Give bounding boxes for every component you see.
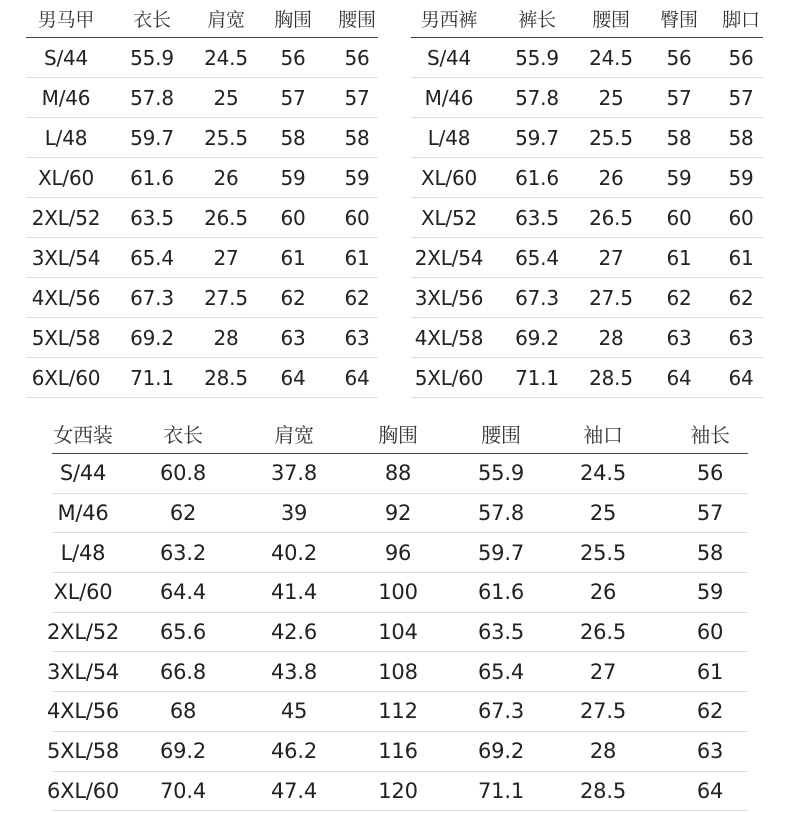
measurement-cell: 63.5 [478,620,524,645]
column-header: 裤长 [518,9,556,31]
table-row [26,318,378,358]
measurement-cell: 61 [696,659,724,684]
measurement-cell: 65.4 [130,245,174,270]
measurement-cell: 112 [378,699,418,724]
measurement-cell: 25.5 [589,125,633,150]
measurement-cell: 57 [280,85,306,110]
measurement-cell: 63 [280,325,306,350]
size-label: L/48 [44,125,88,150]
measurement-cell: 26 [589,580,617,605]
measurement-cell: 69.2 [515,325,559,350]
measurement-cell: 40.2 [271,540,317,565]
mens-vest-table [26,0,378,398]
measurement-cell: 46.2 [271,739,317,764]
size-label: S/44 [43,45,89,70]
measurement-cell: 60 [696,620,724,645]
measurement-cell: 61 [344,245,370,270]
measurement-cell: 55.9 [130,45,174,70]
column-header: 腰围 [338,9,376,31]
size-label: 4XL/58 [414,325,484,350]
measurement-cell: 61 [728,245,754,270]
measurement-cell: 59.7 [478,540,524,565]
measurement-cell: 27 [589,659,617,684]
measurement-cell: 43.8 [271,659,317,684]
measurement-cell: 62 [169,501,197,526]
measurement-cell: 63 [666,325,692,350]
measurement-cell: 26 [598,165,624,190]
measurement-cell: 61 [280,245,306,270]
measurement-cell: 71.1 [130,365,174,390]
table-row [26,358,378,398]
size-label: 2XL/52 [31,205,101,230]
measurement-cell: 27.5 [580,699,626,724]
measurement-cell: 64.4 [160,580,206,605]
table-row [46,692,748,732]
size-label: XL/52 [420,205,478,230]
measurement-cell: 25 [598,85,624,110]
measurement-cell: 60 [280,205,306,230]
table-row [411,198,763,238]
size-label: 2XL/54 [414,245,484,270]
table-row [46,772,748,812]
table-row [26,158,378,198]
measurement-cell: 55.9 [515,45,559,70]
column-header: 衣长 [133,9,171,31]
measurement-cell: 63.2 [160,540,206,565]
measurement-cell: 61.6 [515,165,559,190]
measurement-cell: 26.5 [589,205,633,230]
table-row [52,533,748,573]
measurement-cell: 68 [169,699,197,724]
measurement-cell: 64 [728,365,754,390]
measurement-cell: 27.5 [204,285,248,310]
table-row [411,318,763,358]
measurement-cell: 100 [378,580,418,605]
column-header: 脚口 [722,9,760,31]
table-header-row [26,0,378,38]
size-label: 3XL/54 [31,245,101,270]
measurement-cell: 71.1 [515,365,559,390]
measurement-cell: 24.5 [204,45,248,70]
measurement-cell: 56 [280,45,306,70]
measurement-cell: 60 [344,205,370,230]
measurement-cell: 57 [696,501,724,526]
measurement-cell: 92 [384,501,412,526]
size-label: M/46 [57,501,109,526]
column-header: 衣长 [163,422,203,447]
table-row [411,358,763,398]
size-label: 4XL/56 [46,699,120,724]
measurement-cell: 61.6 [130,165,174,190]
column-header: 袖长 [690,422,730,447]
measurement-cell: 64 [666,365,692,390]
measurement-cell: 65.4 [515,245,559,270]
column-header: 男马甲 [37,9,95,31]
measurement-cell: 70.4 [160,778,206,803]
measurement-cell: 65.4 [478,659,524,684]
table-row [411,158,763,198]
size-label: S/44 [426,45,472,70]
measurement-cell: 59.7 [515,125,559,150]
table-row [26,198,378,238]
measurement-cell: 60.8 [160,461,206,486]
measurement-cell: 26.5 [204,205,248,230]
table-row [26,118,378,158]
measurement-cell: 67.3 [478,699,524,724]
measurement-cell: 57.8 [130,85,174,110]
table-row [26,38,378,78]
column-header: 腰围 [481,422,521,447]
size-label: S/44 [59,461,107,486]
table-row [26,278,378,318]
measurement-cell: 67.3 [515,285,559,310]
measurement-cell: 67.3 [130,285,174,310]
size-label: 6XL/60 [46,778,120,803]
column-header: 肩宽 [274,422,314,447]
table-row [46,652,748,692]
measurement-cell: 59 [728,165,754,190]
measurement-cell: 62 [728,285,754,310]
measurement-cell: 64 [344,365,370,390]
measurement-cell: 56 [666,45,692,70]
measurement-cell: 42.6 [271,620,317,645]
measurement-cell: 116 [378,739,418,764]
measurement-cell: 28 [213,325,239,350]
measurement-cell: 57 [666,85,692,110]
measurement-cell: 25 [213,85,239,110]
size-label: 6XL/60 [31,365,101,390]
measurement-cell: 55.9 [478,461,524,486]
measurement-cell: 41.4 [271,580,317,605]
measurement-cell: 28.5 [589,365,633,390]
size-label: M/46 [424,85,474,110]
measurement-cell: 58 [728,125,754,150]
measurement-cell: 26.5 [580,620,626,645]
measurement-cell: 37.8 [271,461,317,486]
measurement-cell: 88 [384,461,412,486]
measurement-cell: 71.1 [478,778,524,803]
size-label: L/48 [427,125,471,150]
measurement-cell: 61.6 [478,580,524,605]
measurement-cell: 63 [728,325,754,350]
size-label: XL/60 [37,165,95,190]
measurement-cell: 62 [666,285,692,310]
measurement-cell: 96 [384,540,412,565]
column-header: 臀围 [660,9,698,31]
measurement-cell: 104 [378,620,418,645]
measurement-cell: 66.8 [160,659,206,684]
measurement-cell: 64 [280,365,306,390]
measurement-cell: 25.5 [204,125,248,150]
measurement-cell: 56 [344,45,370,70]
column-header: 袖口 [583,422,623,447]
measurement-cell: 39 [280,501,308,526]
womens-suit-table [46,413,748,811]
size-label: XL/60 [420,165,478,190]
measurement-cell: 27 [213,245,239,270]
size-label: 5XL/60 [414,365,484,390]
table-row [26,78,378,118]
measurement-cell: 59 [696,580,724,605]
measurement-cell: 57.8 [515,85,559,110]
column-header: 胸围 [274,9,312,31]
measurement-cell: 60 [728,205,754,230]
column-header: 男西裤 [420,9,478,31]
table-row [46,732,748,772]
measurement-cell: 24.5 [589,45,633,70]
table-row [52,573,748,613]
measurement-cell: 59 [666,165,692,190]
measurement-cell: 58 [344,125,370,150]
measurement-cell: 59.7 [130,125,174,150]
measurement-cell: 108 [378,659,418,684]
table-row [52,454,748,494]
size-label: 5XL/58 [31,325,101,350]
measurement-cell: 57.8 [478,501,524,526]
size-label: XL/60 [53,580,113,605]
measurement-cell: 63.5 [130,205,174,230]
measurement-cell: 62 [344,285,370,310]
table-row [46,613,748,653]
measurement-cell: 26 [213,165,239,190]
measurement-cell: 57 [344,85,370,110]
measurement-cell: 69.2 [160,739,206,764]
size-label: 2XL/52 [46,620,120,645]
measurement-cell: 69.2 [130,325,174,350]
measurement-cell: 62 [280,285,306,310]
measurement-cell: 28.5 [204,365,248,390]
measurement-cell: 69.2 [478,739,524,764]
measurement-cell: 27.5 [589,285,633,310]
table-row [411,118,763,158]
measurement-cell: 63 [696,739,724,764]
measurement-cell: 27 [598,245,624,270]
mens-trousers-table [411,0,763,398]
table-row [411,238,763,278]
measurement-cell: 28 [589,739,617,764]
measurement-cell: 120 [378,778,418,803]
size-label: L/48 [60,540,106,565]
measurement-cell: 65.6 [160,620,206,645]
measurement-cell: 59 [344,165,370,190]
table-header-row [52,413,748,454]
measurement-cell: 45 [280,699,308,724]
column-header: 胸围 [378,422,418,447]
measurement-cell: 25 [589,501,617,526]
measurement-cell: 64 [696,778,724,803]
size-label: 3XL/54 [46,659,120,684]
measurement-cell: 59 [280,165,306,190]
size-label: M/46 [41,85,91,110]
measurement-cell: 28.5 [580,778,626,803]
table-header-row [411,0,763,38]
table-row [411,278,763,318]
size-label: 4XL/56 [31,285,101,310]
table-row [26,238,378,278]
column-header: 腰围 [592,9,630,31]
measurement-cell: 62 [696,699,724,724]
measurement-cell: 56 [728,45,754,70]
measurement-cell: 25.5 [580,540,626,565]
measurement-cell: 61 [666,245,692,270]
measurement-cell: 58 [666,125,692,150]
measurement-cell: 63 [344,325,370,350]
table-row [411,78,763,118]
measurement-cell: 28 [598,325,624,350]
column-header: 肩宽 [207,9,245,31]
measurement-cell: 58 [280,125,306,150]
column-header: 女西装 [53,422,113,447]
table-row [52,494,748,534]
measurement-cell: 56 [696,461,724,486]
size-label: 3XL/56 [414,285,484,310]
measurement-cell: 47.4 [271,778,317,803]
measurement-cell: 63.5 [515,205,559,230]
measurement-cell: 57 [728,85,754,110]
measurement-cell: 60 [666,205,692,230]
measurement-cell: 24.5 [580,461,626,486]
table-row [411,38,763,78]
size-label: 5XL/58 [46,739,120,764]
measurement-cell: 58 [696,540,724,565]
